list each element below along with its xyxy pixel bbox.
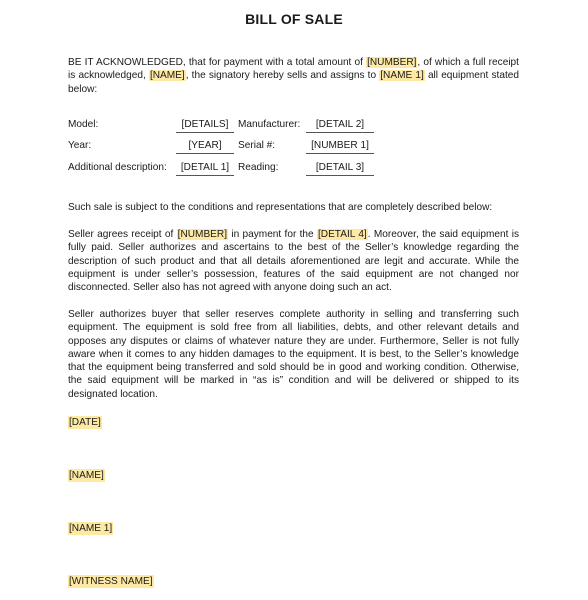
field-row-year bbox=[68, 139, 388, 155]
buyer-name-placeholder: [NAME 1] bbox=[380, 70, 424, 82]
intro-text: , of which a full receipt is acknowledged, bbox=[68, 57, 519, 82]
conditions-intro: Such sale is subject to the conditions and representations that are completely described below: bbox=[68, 202, 493, 213]
serial-label: Serial #: bbox=[238, 140, 276, 151]
description-label: Additional description: bbox=[68, 162, 167, 173]
payment-paragraph bbox=[68, 228, 519, 294]
payment-amount-placeholder: [NUMBER] bbox=[177, 229, 228, 240]
payment-text: Seller agrees receipt of bbox=[68, 229, 177, 240]
witness-signature-name: [WITNESS NAME] bbox=[69, 576, 153, 587]
model-label: Model: bbox=[68, 119, 99, 130]
intro-text: all equipment stated below: bbox=[68, 70, 519, 95]
seller-signature-name: [NAME] bbox=[69, 470, 104, 481]
serial-value: [NUMBER 1] bbox=[306, 139, 374, 154]
date-placeholder: [DATE] bbox=[69, 417, 101, 428]
intro-text: BE IT ACKNOWLEDGED, that for payment with a total amount of bbox=[68, 57, 367, 68]
field-row-model bbox=[68, 118, 388, 134]
payment-text: . Moreover, the said equipment is fully paid. Seller authorizes and ascertains to the best of the Seller’s knowledge regarding the description of such product and that all details aforementioned are legit and accurate. While the equipment is under seller’s possession, features of the said equipment are not changed nor disconnected. Seller also has not agreed with anyone doing such an act. bbox=[68, 229, 519, 294]
equipment-detail-placeholder: [DETAIL 4] bbox=[317, 229, 367, 240]
field-row-description bbox=[68, 161, 388, 177]
intro-text: , the signatory hereby sells and assigns to bbox=[185, 70, 380, 82]
year-label: Year: bbox=[68, 140, 92, 151]
year-value: [YEAR] bbox=[176, 139, 234, 154]
document-title: BILL OF SALE bbox=[245, 11, 343, 27]
description-value: [DETAIL 1] bbox=[176, 161, 234, 176]
authority-paragraph: Seller authorizes buyer that seller reserves complete authority in selling and transferring such equipment. The equipment is sold free from all liabilities, debts, and other relevant details and opposes any disputes or claims of whatever nature they are under. Furthermore, Seller is not fully aware when it comes to any hidden damages to the equipment. It is best, to the Seller’s knowledge that the equipment being transferred and sold should be in good and working condition. Otherwise, the said equipment will be marked in “as is” condition and will be delivered or shipped to its designated location. bbox=[68, 309, 519, 400]
manufacturer-label: Manufacturer: bbox=[238, 119, 301, 130]
reading-value: [DETAIL 3] bbox=[306, 161, 374, 176]
amount-placeholder: [NUMBER] bbox=[367, 57, 417, 68]
model-value: [DETAILS] bbox=[176, 118, 234, 133]
payment-text: in payment for the bbox=[228, 229, 317, 240]
manufacturer-value: [DETAIL 2] bbox=[306, 118, 374, 133]
buyer-signature-name: [NAME 1] bbox=[69, 523, 113, 534]
reading-label: Reading: bbox=[238, 162, 279, 173]
intro-paragraph bbox=[68, 56, 519, 96]
seller-name-placeholder: [NAME] bbox=[149, 70, 185, 82]
